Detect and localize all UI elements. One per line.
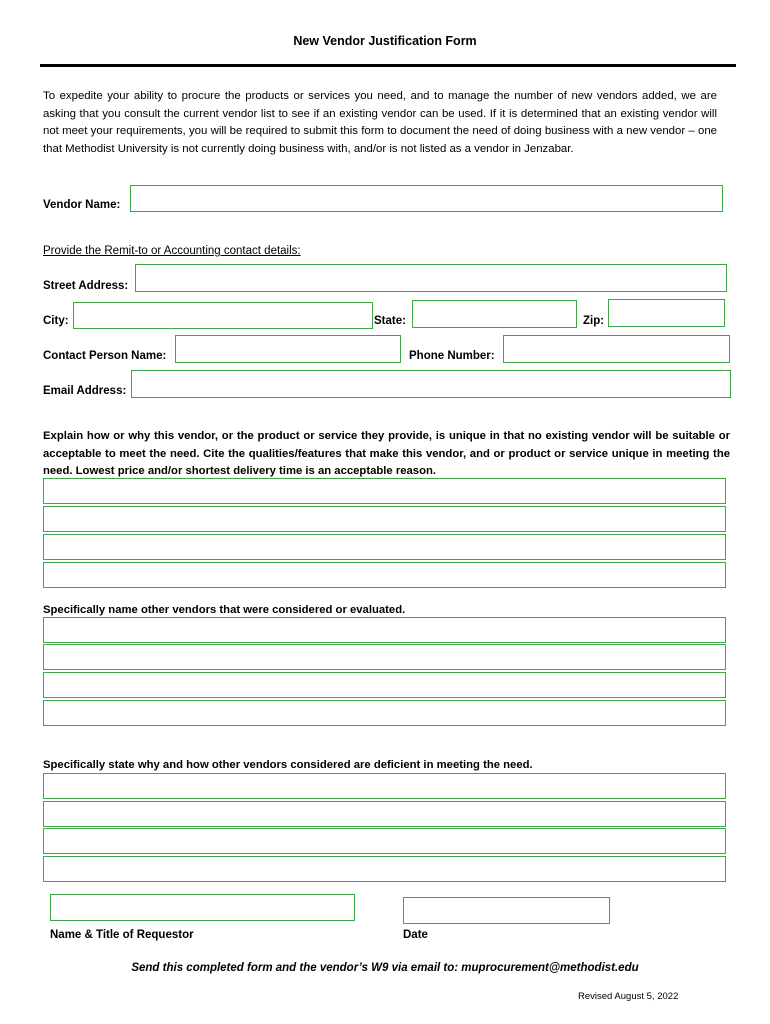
phone-number-label: Phone Number: bbox=[409, 350, 495, 362]
street-address-field[interactable] bbox=[135, 264, 727, 292]
revision-date: Revised August 5, 2022 bbox=[578, 991, 679, 1002]
uniqueness-answer-line[interactable] bbox=[43, 534, 726, 560]
contact-person-field[interactable] bbox=[175, 335, 401, 363]
remit-heading: Provide the Remit-to or Accounting contact details: bbox=[43, 245, 301, 257]
date-field[interactable] bbox=[403, 897, 610, 924]
requestor-label: Name & Title of Requestor bbox=[50, 929, 194, 941]
requestor-field[interactable] bbox=[50, 894, 355, 921]
deficiency-answer-line[interactable] bbox=[43, 773, 726, 799]
zip-label: Zip: bbox=[583, 315, 605, 327]
vendor-name-field[interactable] bbox=[130, 185, 723, 212]
deficiency-answer-line[interactable] bbox=[43, 801, 726, 827]
other-vendors-answer-line[interactable] bbox=[43, 672, 726, 698]
state-field[interactable] bbox=[412, 300, 577, 328]
submission-instructions: Send this completed form and the vendor’s W9 via email to: muprocurement@methodist.edu bbox=[131, 962, 639, 974]
uniqueness-answer-line[interactable] bbox=[43, 478, 726, 504]
deficiency-answer-line[interactable] bbox=[43, 828, 726, 854]
state-label: State: bbox=[374, 315, 406, 327]
email-address-label: Email Address: bbox=[43, 385, 127, 397]
date-label: Date bbox=[403, 929, 428, 941]
city-field[interactable] bbox=[73, 302, 373, 329]
other-vendors-answer-line[interactable] bbox=[43, 700, 726, 726]
uniqueness-answer-line[interactable] bbox=[43, 562, 726, 588]
phone-number-field[interactable] bbox=[503, 335, 730, 363]
street-address-label: Street Address: bbox=[43, 280, 129, 292]
other-vendors-answer-line[interactable] bbox=[43, 617, 726, 643]
deficiency-answer-line[interactable] bbox=[43, 856, 726, 882]
form-title: New Vendor Justification Form bbox=[293, 34, 477, 48]
email-address-field[interactable] bbox=[131, 370, 731, 398]
city-label: City: bbox=[43, 315, 69, 327]
other-vendors-question: Specifically name other vendors that were considered or evaluated. bbox=[43, 604, 406, 616]
other-vendors-answer-line[interactable] bbox=[43, 644, 726, 670]
zip-field[interactable] bbox=[608, 299, 725, 327]
vendor-name-label: Vendor Name: bbox=[43, 199, 121, 211]
uniqueness-answer-line[interactable] bbox=[43, 506, 726, 532]
contact-person-label: Contact Person Name: bbox=[43, 350, 167, 362]
intro-paragraph: To expedite your ability to procure the products or services you need, and to manage the number of new vendors added, we are asking that you consult the current vendor list to see if an existing vendor can be used. If it is determined that an existing vendor will not meet your requirements, you will be required to submit this form to document the need of doing business with a new vendor – one that Methodist University is not currently doing business with, and/or is not listed as a vendor in Jenzabar. bbox=[43, 90, 717, 155]
deficiency-question: Specifically state why and how other vendors considered are deficient in meeting the need. bbox=[43, 759, 533, 771]
title-divider bbox=[40, 64, 736, 67]
uniqueness-question: Explain how or why this vendor, or the product or service they provide, is unique in that no existing vendor will be suitable or acceptable to meet the need. Cite the qualities/features that make this vendor, and or product or service unique in meeting the need. Lowest price and/or shortest delivery time is an acceptable reason. bbox=[43, 430, 730, 477]
